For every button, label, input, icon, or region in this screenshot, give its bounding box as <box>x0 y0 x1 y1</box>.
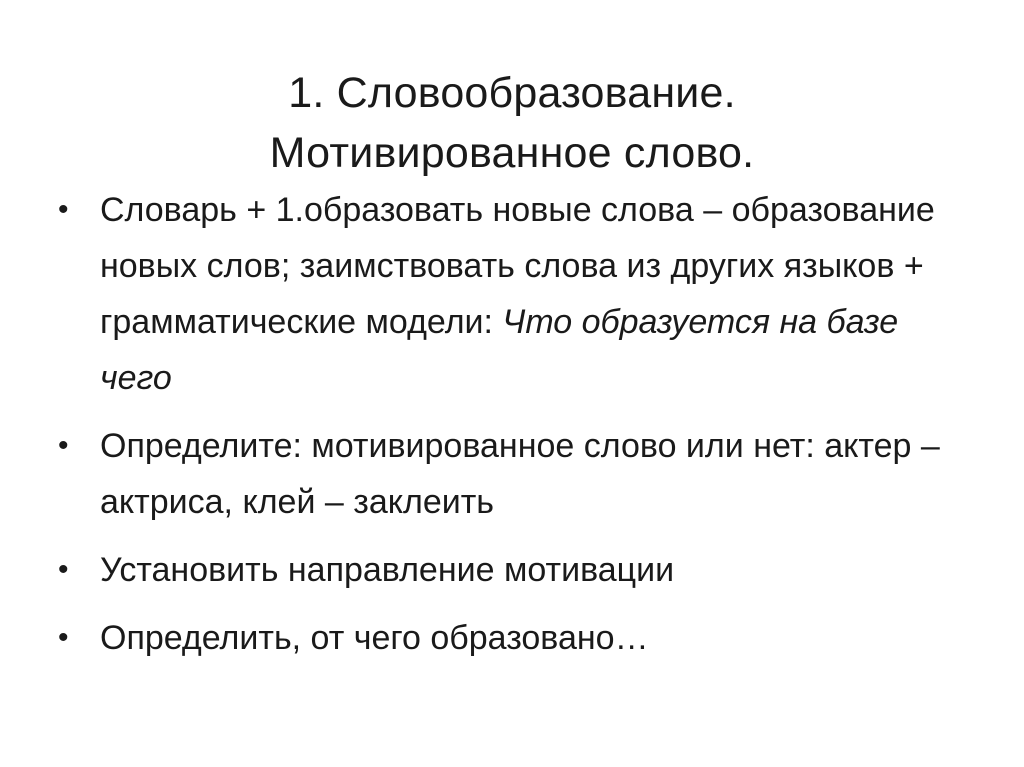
bullet-icon: • <box>58 621 69 654</box>
bullet-text: Установить направление мотивации <box>100 551 675 589</box>
bullet-item-motivation-direction <box>58 542 958 598</box>
slide-title-line-1: 1. Словообразование. <box>288 68 736 117</box>
bullet-list <box>58 182 958 678</box>
bullet-text: Определите: мотивированное слово или нет: актер – актриса, клей – заклеить <box>100 427 940 521</box>
bullet-text-italic: Что образуется на базе чего <box>100 303 899 397</box>
slide-title-line-2: Мотивированное слово. <box>269 128 755 177</box>
bullet-text: Определить, от чего образовано… <box>100 619 649 657</box>
bullet-text-plain: Словарь + 1.образовать новые слова – образование новых слов; заимствовать слова из других языков + грамматические модели: <box>100 191 935 341</box>
bullet-icon: • <box>58 193 69 226</box>
bullet-item-word-formation <box>58 182 958 406</box>
bullet-item-determine-motivation <box>58 418 958 530</box>
slide-title <box>60 63 964 183</box>
bullet-item-derived-from <box>58 610 958 666</box>
bullet-text <box>100 191 935 397</box>
bullet-icon: • <box>58 553 69 586</box>
bullet-icon: • <box>58 429 69 462</box>
